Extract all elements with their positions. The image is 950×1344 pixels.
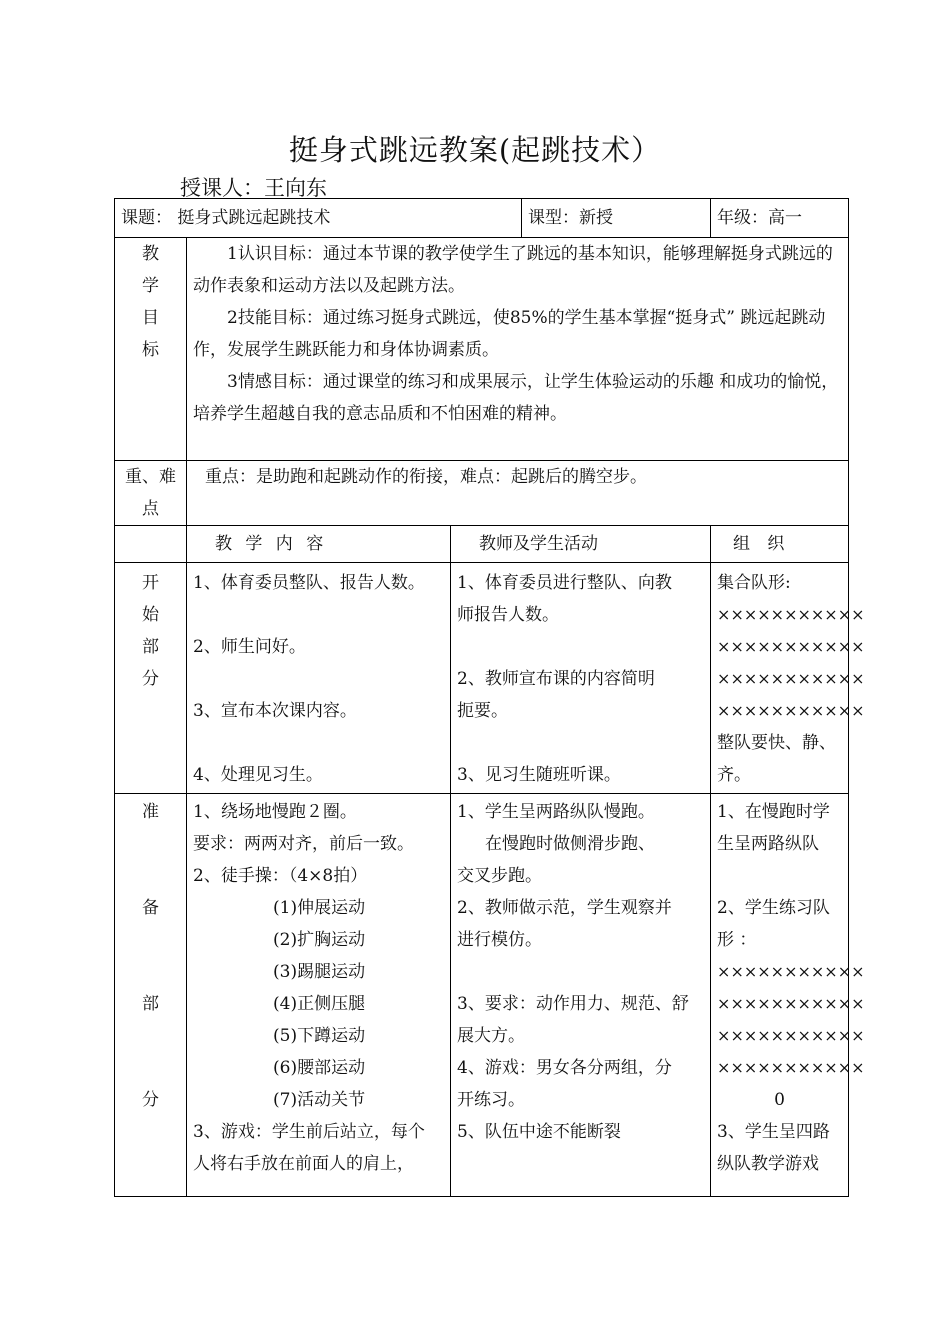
goal-skill: 2技能目标：通过练习挺身式跳远，使85%的学生基本掌握“挺身式” 跳远起跳动作，发展学生跳跃能力和身体协调素质。	[193, 308, 826, 360]
goal-affective: 3情感目标：通过课堂的练习和成果展示，让学生体验运动的乐趣 和成功的愉悦，培养学生超越自我的意志品质和不怕困难的精神。	[193, 372, 839, 424]
goals-row	[115, 238, 849, 461]
formation-row: ×××××××××××	[717, 701, 865, 720]
formation-row: ×××××××××××	[717, 1058, 865, 1077]
formation-row: ×××××××××××	[717, 962, 865, 981]
prep-section-content: 1、绕场地慢跑２圈。 要求：两两对齐，前后一致。 2、徒手操：（4×8拍） (1)伸展运动 (2)扩胸运动 (3)踢腿运动 (4)正侧压腿 (5)下蹲运动 (6)腰部运动 (7)活动关节 3、游戏：学生前后站立，每个 人将右手放在前面人的肩上，	[187, 794, 451, 1197]
author-line: 授课人：王向东	[180, 176, 327, 200]
formation-row: ×××××××××××	[717, 994, 865, 1013]
prep-section-activity: 1、学生呈两路纵队慢跑。 在慢跑时做侧滑步跑、 交叉步跑。 2、教师做示范，学生观察并 进行模仿。 3、要求：动作用力、规范、舒 展大方。 4、游戏：男女各分两组，分 开练习。 5、队伍中途不能断裂	[451, 794, 711, 1197]
start-section-content: 1、体育委员整队、报告人数。 2、师生问好。 3、宣布本次课内容。 4、处理见习生。	[187, 563, 451, 794]
formation-row: ×××××××××××	[717, 605, 865, 624]
exercise-item: (5)下蹲运动	[273, 1026, 366, 1046]
start-section-side-label: 开 始 部 分	[115, 563, 187, 794]
topic-cell	[115, 199, 522, 238]
column-header-row	[115, 526, 849, 563]
column-header-content: 教 学 内 容	[187, 526, 451, 563]
column-header-activity: 教师及学生活动	[451, 526, 711, 563]
document-title: 挺身式跳远教案(起跳技术）	[288, 133, 662, 167]
exercise-item: (7)活动关节	[273, 1090, 366, 1110]
goal-cognitive: 1认识目标：通过本节课的教学使学生了跳远的基本知识，能够理解挺身式跳远的动作表象和运动方法以及起跳方法。	[193, 244, 833, 296]
keypoints-side-label: 重、难 点	[115, 461, 187, 526]
topic-label: 课题：	[121, 208, 172, 228]
topic-value: 挺身式跳远起跳技术	[177, 208, 331, 228]
prep-section-organize: 1、在慢跑时学 生呈两路纵队 2、学生练习队 形 ： ××××××××××× ××××××××××× ××××××××××× ××××××××××× 0 3、学生呈四路 纵队教学游戏	[711, 794, 849, 1197]
exercise-item: (3)踢腿运动	[273, 962, 366, 982]
column-header-organize: 组 织	[711, 526, 849, 563]
exercise-item: (1)伸展运动	[273, 898, 366, 918]
header-row	[115, 199, 849, 238]
prep-section-side-label: 准 备 部 分	[115, 794, 187, 1197]
keypoints-text: 重点：是助跑和起跳动作的衔接，难点：起跳后的腾空步。	[187, 461, 849, 526]
start-section-organize: 集合队形: ××××××××××× ××××××××××× ××××××××××× ××××××××××× 整队要快、静、 齐。	[711, 563, 849, 794]
formation-row: ×××××××××××	[717, 669, 865, 688]
exercise-item: (2)扩胸运动	[273, 930, 366, 950]
formation-row: ×××××××××××	[717, 1026, 865, 1045]
goals-content	[187, 238, 849, 461]
column-header-blank	[115, 526, 187, 563]
teacher-marker: 0	[774, 1090, 785, 1110]
start-section-row	[115, 563, 849, 794]
grade-cell: 年级：高一	[711, 199, 849, 238]
prep-section-row	[115, 794, 849, 1197]
lesson-plan-table	[114, 198, 865, 1197]
lesson-type-cell: 课型：新授	[522, 199, 711, 238]
exercise-item: (6)腰部运动	[273, 1058, 366, 1078]
formation-row: ×××××××××××	[717, 637, 865, 656]
goals-side-label: 教 学 目 标	[115, 238, 187, 461]
start-section-activity: 1、体育委员进行整队、向教 师报告人数。 2、教师宣布课的内容简明 扼要。 3、见习生随班听课。	[451, 563, 711, 794]
keypoints-row	[115, 461, 849, 526]
exercise-item: (4)正侧压腿	[273, 994, 366, 1014]
